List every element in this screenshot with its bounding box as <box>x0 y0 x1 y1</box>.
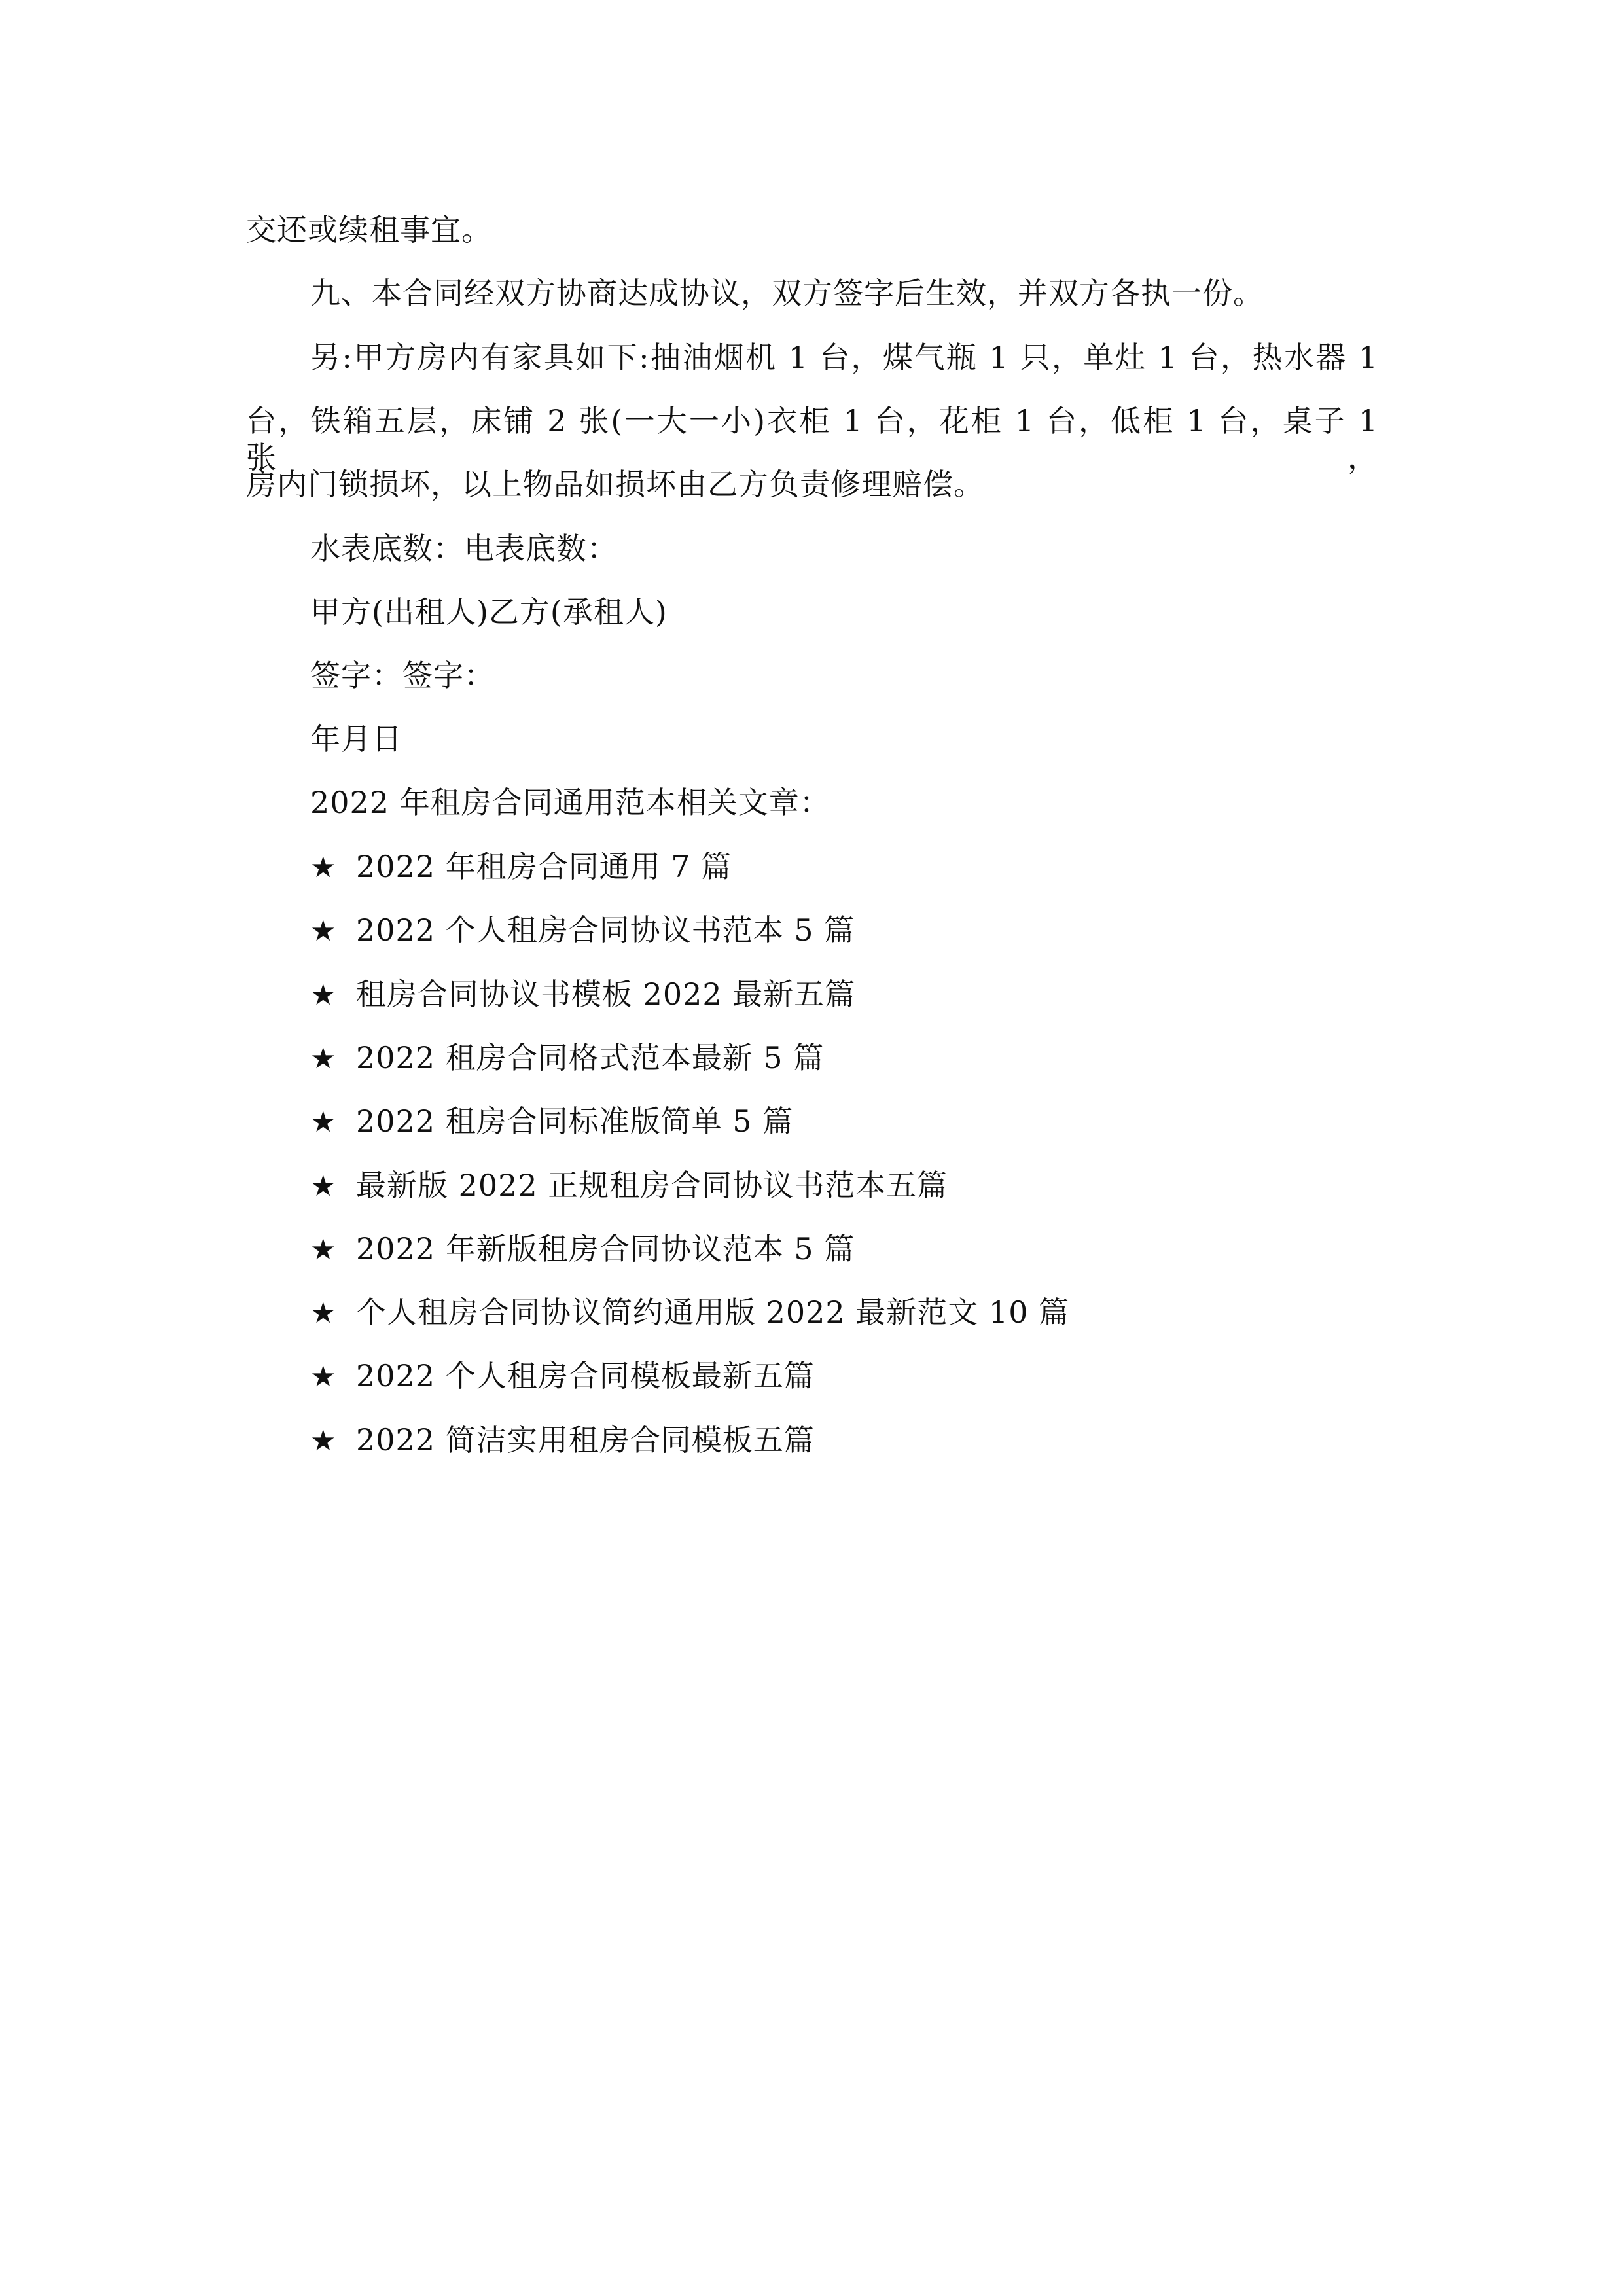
furniture-list-line-1: 另:甲方房内有家具如下:抽油烟机 1 台，煤气瓶 1 只，单灶 1 台，热水器 1 <box>310 340 1378 375</box>
star-icon: ★ <box>310 1042 337 1075</box>
star-icon: ★ <box>310 1360 337 1393</box>
related-article-label[interactable]: 最新版 2022 正规租房合同协议书范本五篇 <box>356 1168 948 1203</box>
related-article-label[interactable]: 2022 租房合同格式范本最新 5 篇 <box>356 1040 825 1075</box>
clause-nine: 九、本合同经双方协商达成协议，双方签字后生效，并双方各执一份。 <box>310 276 1264 311</box>
related-article-item[interactable] <box>310 1422 815 1460</box>
date-label: 年月日 <box>310 721 402 757</box>
related-article-label[interactable]: 2022 年新版租房合同协议范本 5 篇 <box>356 1231 855 1266</box>
related-article-item[interactable] <box>310 1167 948 1205</box>
related-article-item[interactable] <box>310 1294 1069 1332</box>
star-icon: ★ <box>310 1424 337 1458</box>
related-article-item[interactable] <box>310 1230 855 1268</box>
related-article-label[interactable]: 2022 个人租房合同协议书范本 5 篇 <box>356 912 855 948</box>
related-article-label[interactable]: 个人租房合同协议简约通用版 2022 最新范文 10 篇 <box>356 1295 1070 1330</box>
star-icon: ★ <box>310 1233 337 1266</box>
star-icon: ★ <box>310 1105 337 1139</box>
star-icon: ★ <box>310 914 337 948</box>
related-article-item[interactable] <box>310 976 855 1014</box>
related-article-item[interactable] <box>310 1103 793 1141</box>
related-article-label[interactable]: 租房合同协议书模板 2022 最新五篇 <box>356 977 856 1012</box>
related-article-label[interactable]: 2022 个人租房合同模板最新五篇 <box>356 1358 815 1393</box>
related-article-label[interactable]: 2022 简洁实用租房合同模板五篇 <box>356 1422 815 1458</box>
paragraph-line: 交还或续租事宜。 <box>246 212 492 247</box>
star-icon: ★ <box>310 851 337 884</box>
related-article-item[interactable] <box>310 1039 824 1077</box>
related-articles-heading: 2022 年租房合同通用范本相关文章： <box>310 785 830 820</box>
party-labels: 甲方(出租人)乙方(承租人) <box>310 594 668 630</box>
furniture-list-line-2: 台，铁箱五层，床铺 2 张(一大一小)衣柜 1 台，花柜 1 台，低柜 1 台，桌子 1 张， <box>246 403 1378 475</box>
related-article-item[interactable] <box>310 912 855 950</box>
meter-readings: 水表底数：电表底数： <box>310 531 618 566</box>
related-article-item[interactable] <box>310 848 732 886</box>
related-article-item[interactable] <box>310 1357 815 1395</box>
related-article-label[interactable]: 2022 年租房合同通用 7 篇 <box>356 849 732 884</box>
signature-labels: 签字：签字： <box>310 658 495 693</box>
star-icon: ★ <box>310 1297 337 1330</box>
furniture-list-line-3: 房内门锁损坏，以上物品如损坏由乙方负责修理赔偿。 <box>246 467 984 502</box>
star-icon: ★ <box>310 978 337 1012</box>
related-article-label[interactable]: 2022 租房合同标准版简单 5 篇 <box>356 1103 794 1139</box>
star-icon: ★ <box>310 1170 337 1203</box>
